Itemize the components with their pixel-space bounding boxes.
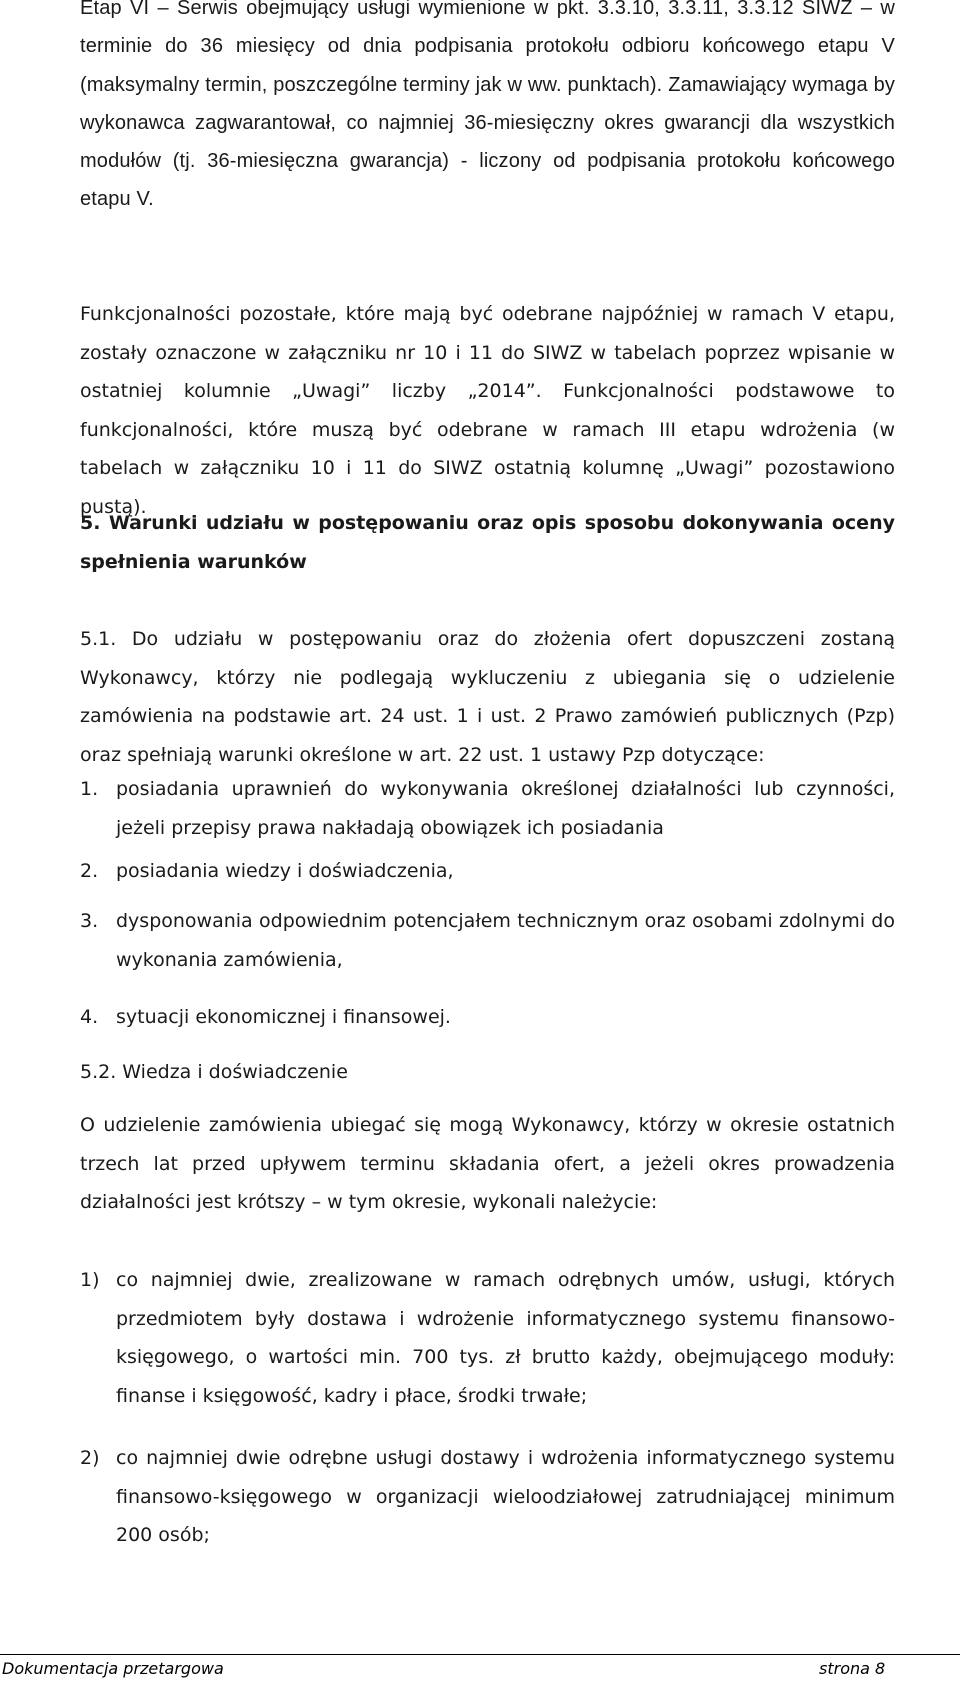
list-item-text: dysponowania odpowiednim potencjałem technicznym oraz osobami zdolnymi do wykonania zamówienia,	[116, 910, 895, 971]
list-item-text: posiadania uprawnień do wykonywania określonej działalności lub czynności, jeżeli przepisy prawa nakładają obowiązek ich posiadania	[116, 778, 895, 839]
section-5-heading: 5. Warunki udziału w postępowaniu oraz opis sposobu dokonywania oceny spełnienia warunków	[80, 512, 895, 573]
footer-document-title: Dokumentacja przetargowa	[2, 1659, 224, 1678]
list-item-number: 3.	[80, 910, 99, 932]
list-item-number: 1)	[80, 1269, 100, 1291]
list-item-text: co najmniej dwie odrębne usługi dostawy i wdrożenia informatycznego systemu finansowo-księgowego w organizacji wieloodziałowej zatrudniającej minimum 200 osób;	[116, 1447, 895, 1547]
section-5-2-paragraph: O udzielenie zamówienia ubiegać się mogą Wykonawcy, którzy w okresie ostatnich trzech lat przed upływem terminu składania ofert, a jeżeli okres prowadzenia działalności jest krótszy – w tym okresie, wykonali należycie:	[80, 1114, 895, 1214]
section-5-2-heading: 5.2. Wiedza i doświadczenie	[80, 1061, 348, 1083]
footer-divider	[0, 1654, 960, 1655]
list-item-number: 2.	[80, 860, 99, 882]
intro-paragraph: Etap VI – Serwis obejmujący usługi wymienione w pkt. 3.3.10, 3.3.11, 3.3.12 SIWZ – w terminie do 36 miesięcy od dnia podpisania protokołu odbioru końcowego etapu V (maksymalny termin, poszczególne terminy jak w ww. punktach). Zamawiający wymaga by wykonawca zagwarantował, co najmniej 36-miesięczny okres gwarancji dla wszystkich modułów (tj. 36-miesięczna gwarancja) - liczony od podpisania protokołu końcowego etapu V.	[80, 0, 895, 211]
list-item	[80, 1439, 895, 1555]
list-item	[80, 770, 895, 847]
list-item-number: 1.	[80, 778, 99, 800]
list-item	[80, 998, 895, 1037]
footer-page-number: strona 8	[819, 1659, 886, 1678]
list-item-text: posiadania wiedzy i doświadczenia,	[116, 860, 454, 882]
list-item	[80, 1261, 895, 1415]
list-item-text: sytuacji ekonomicznej i finansowej.	[116, 1006, 451, 1028]
list-item-number: 2)	[80, 1447, 100, 1469]
list-item	[80, 902, 895, 979]
list-item	[80, 852, 895, 891]
functionality-paragraph: Funkcjonalności pozostałe, które mają być odebrane najpóźniej w ramach V etapu, zostały oznaczone w załączniku nr 10 i 11 do SIWZ w tabelach poprzez wpisanie w ostatniej kolumnie „Uwagi” liczby „2014”. Funkcjonalności podstawowe to funkcjonalności, które muszą być odebrane w ramach III etapu wdrożenia (w tabelach w załączniku 10 i 11 do SIWZ ostatnią kolumnę „Uwagi” pozostawiono pustą).	[80, 303, 895, 518]
section-5-1-paragraph: 5.1. Do udziału w postępowaniu oraz do złożenia ofert dopuszczeni zostaną Wykonawcy, którzy nie podlegają wykluczeniu z ubiegania się o udzielenie zamówienia na podstawie art. 24 ust. 1 i ust. 2 Prawo zamówień publicznych (Pzp) oraz spełniają warunki określone w art. 22 ust. 1 ustawy Pzp dotyczące:	[80, 628, 895, 766]
list-item-number: 4.	[80, 1006, 99, 1028]
list-item-text: co najmniej dwie, zrealizowane w ramach odrębnych umów, usługi, których przedmiotem były dostawa i wdrożenie informatycznego systemu finansowo-księgowego, o wartości min. 700 tys. zł brutto każdy, obejmującego moduły: finanse i księgowość, kadry i płace, środki trwałe;	[116, 1269, 895, 1407]
page-footer	[0, 1654, 960, 1683]
